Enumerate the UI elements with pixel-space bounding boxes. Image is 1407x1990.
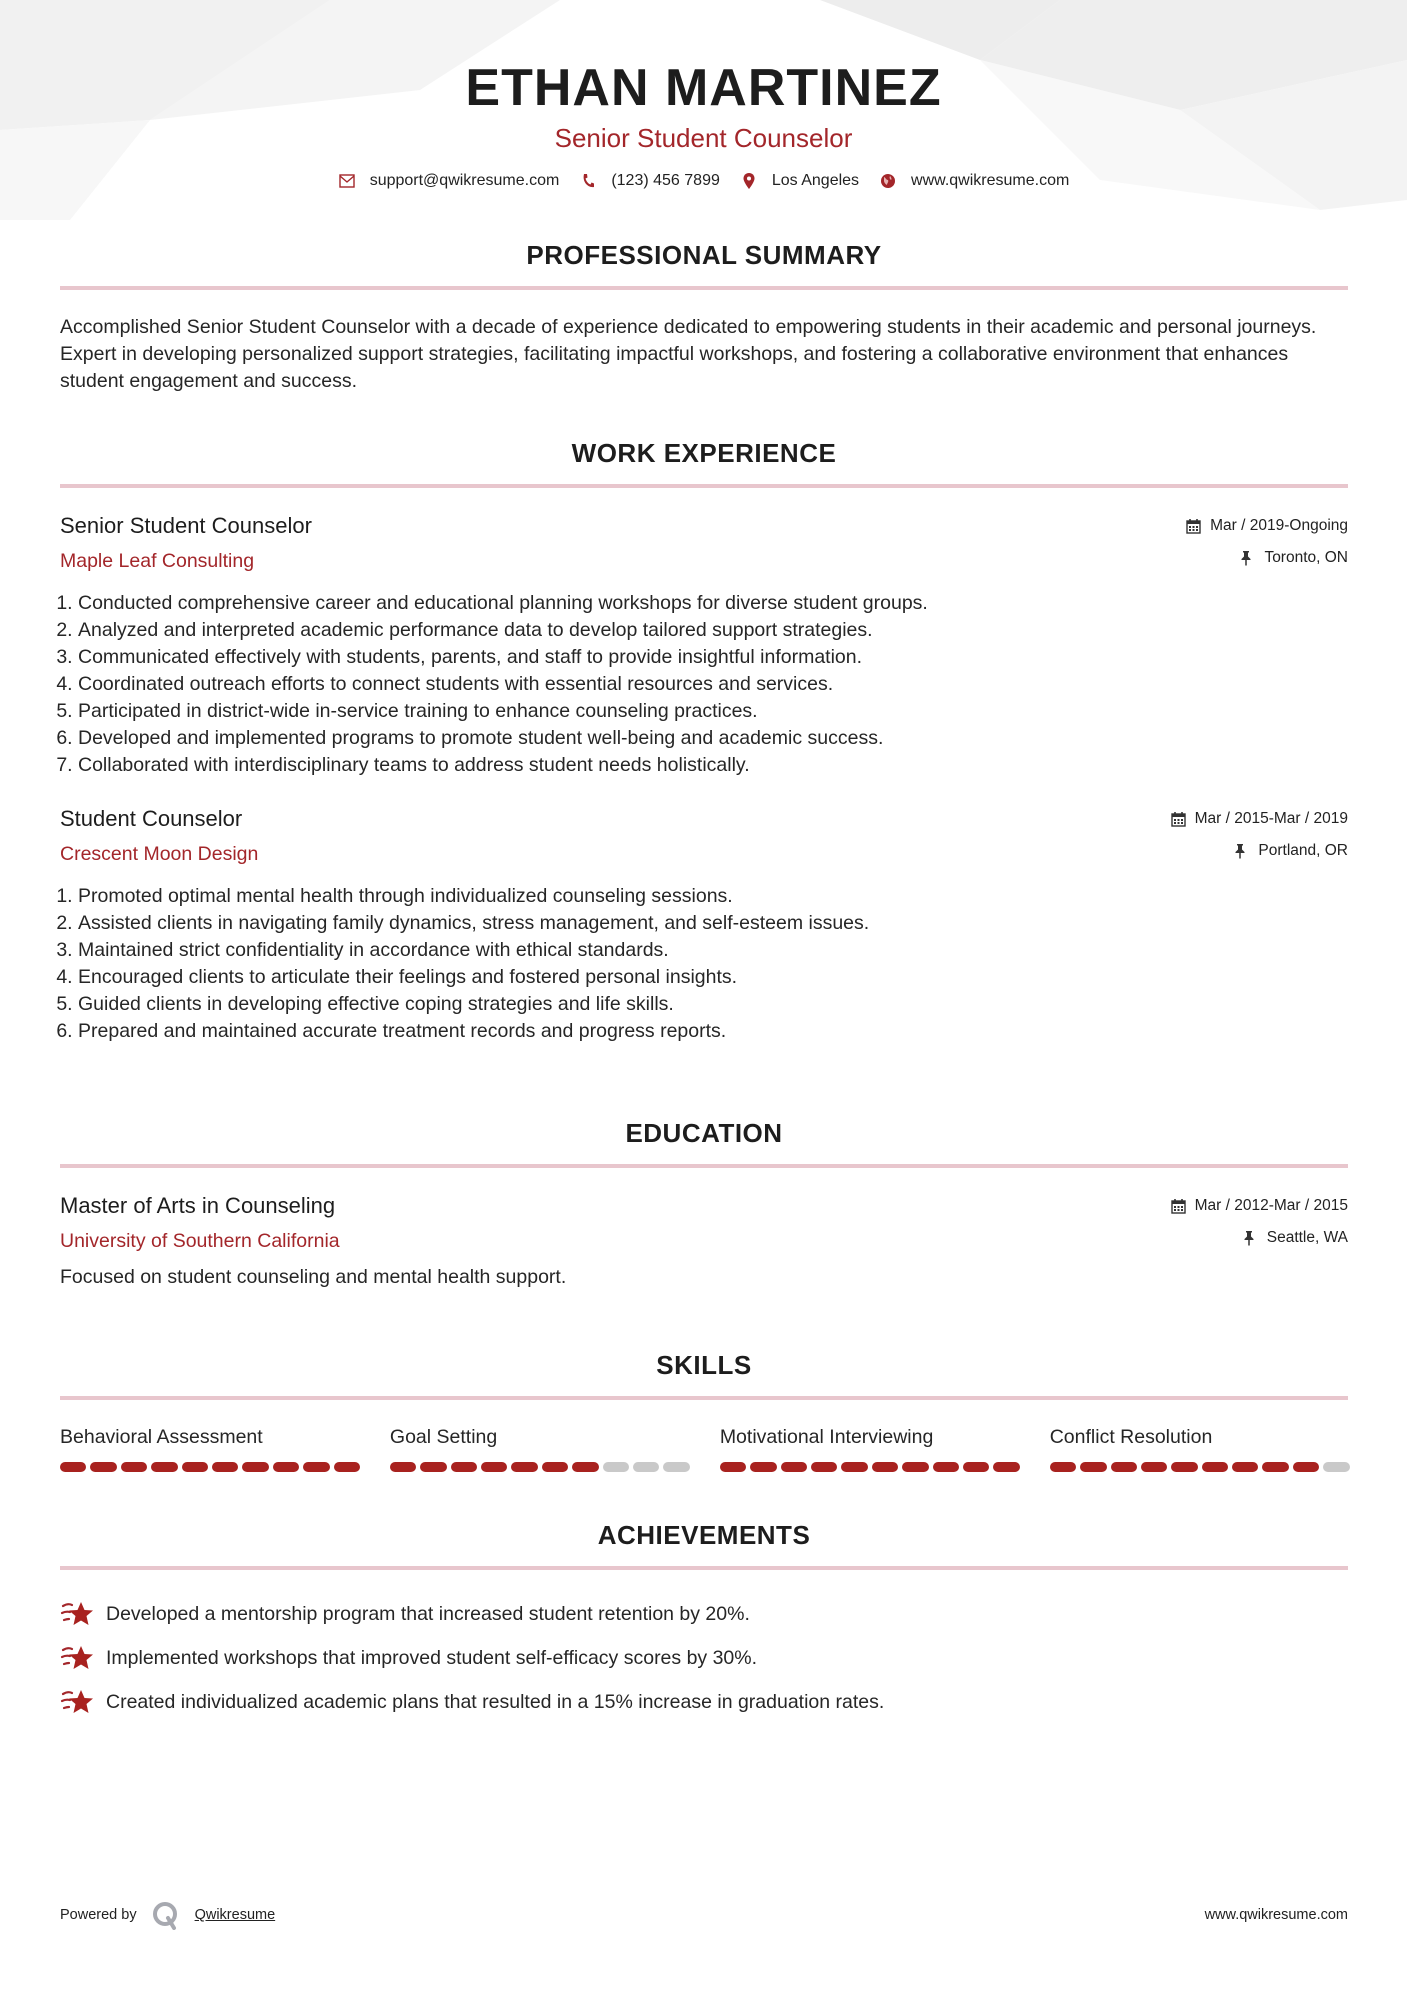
job-bullet: 6. Developed and implemented programs to promote student well-being and academic success. [78, 725, 1348, 752]
pushpin-icon [1243, 1230, 1259, 1246]
calendar-icon [1171, 1198, 1187, 1214]
page-footer [60, 1900, 1348, 1930]
job-title: Student Counselor [60, 806, 243, 831]
skill-segment-filled [781, 1462, 807, 1472]
achievement-item [60, 1592, 1348, 1636]
education-location-row [1171, 1224, 1348, 1252]
skill-segment-filled [303, 1462, 329, 1472]
job-location: Portland, OR [1258, 842, 1348, 859]
skill-segment-empty [1323, 1462, 1349, 1472]
job-bullet: 2. Analyzed and interpreted academic performance data to develop tailored support strategies. [78, 617, 1348, 644]
footer-website[interactable]: www.qwikresume.com [1204, 1907, 1348, 1923]
section-divider [60, 286, 1348, 290]
job-meta [1186, 512, 1348, 572]
skills-grid [60, 1424, 1348, 1472]
skill-segment-filled [60, 1462, 86, 1472]
job-bullet: 5. Participated in district-wide in-service training to enhance counseling practices. [78, 698, 1348, 725]
section-divider [60, 1164, 1348, 1168]
contact-website-text: www.qwikresume.com [911, 172, 1070, 189]
job-dates: Mar / 2019-Ongoing [1210, 517, 1348, 534]
job-bullet: 3. Communicated effectively with students, parents, and staff to provide insightful information. [78, 644, 1348, 671]
education-heading: EDUCATION [625, 1118, 783, 1148]
skill-segment-filled [511, 1462, 537, 1472]
job-location: Toronto, ON [1264, 549, 1348, 566]
job-dates: Mar / 2015-Mar / 2019 [1194, 810, 1348, 827]
skill-segment-filled [993, 1462, 1019, 1472]
section-divider [60, 484, 1348, 488]
skill-name: Behavioral Assessment [60, 1426, 263, 1448]
skill-item [390, 1424, 690, 1472]
contact-location [740, 172, 859, 190]
skill-segment-filled [542, 1462, 568, 1472]
job-company: Maple Leaf Consulting [60, 550, 255, 572]
skill-segment-filled [420, 1462, 446, 1472]
shooting-star-icon [60, 1643, 94, 1673]
pushpin-icon [1240, 550, 1256, 566]
skill-segment-filled [242, 1462, 268, 1472]
job-location-row [1186, 544, 1348, 572]
skill-segment-filled [1111, 1462, 1137, 1472]
contact-website[interactable] [879, 172, 1069, 190]
job-bullet: 7. Collaborated with interdisciplinary teams to address student needs holistically. [78, 752, 1348, 779]
skill-segment-empty [603, 1462, 629, 1472]
skill-segment-filled [1232, 1462, 1258, 1472]
job-entry [60, 512, 1348, 779]
skill-segment-filled [902, 1462, 928, 1472]
skill-segment-filled [750, 1462, 776, 1472]
job-meta [1171, 805, 1348, 865]
calendar-icon [1186, 518, 1202, 534]
experience-section [60, 438, 1348, 1045]
skill-segment-filled [212, 1462, 238, 1472]
skill-segment-filled [841, 1462, 867, 1472]
shooting-star-icon [60, 1687, 94, 1717]
job-company: Crescent Moon Design [60, 843, 259, 865]
skill-level-bar [60, 1462, 360, 1472]
job-bullet: 3. Maintained strict confidentiality in accordance with ethical standards. [78, 937, 1348, 964]
job-bullets [60, 590, 1348, 779]
job-bullet: 5. Guided clients in developing effective coping strategies and life skills. [78, 991, 1348, 1018]
skill-name: Conflict Resolution [1049, 1426, 1213, 1448]
skill-segment-empty [663, 1462, 689, 1472]
section-divider [60, 1396, 1348, 1400]
skill-segment-filled [572, 1462, 598, 1472]
achievement-text: Created individualized academic plans that resulted in a 15% increase in graduation rates. [106, 1690, 885, 1713]
resume-header [0, 0, 1407, 190]
skill-segment-filled [451, 1462, 477, 1472]
job-bullet: 1. Conducted comprehensive career and educational planning workshops for diverse student groups. [78, 590, 1348, 617]
contact-phone-text: (123) 456 7899 [611, 172, 720, 189]
job-entry [60, 805, 1348, 1045]
skill-segment-filled [273, 1462, 299, 1472]
achievement-text: Implemented workshops that improved student self-efficacy scores by 30%. [106, 1646, 758, 1669]
school-name: University of Southern California [60, 1230, 340, 1252]
summary-heading: PROFESSIONAL SUMMARY [526, 240, 882, 270]
powered-by-label: Powered by [60, 1907, 137, 1923]
skill-item [720, 1424, 1020, 1472]
skill-name: Goal Setting [389, 1426, 498, 1448]
skill-segment-filled [90, 1462, 116, 1472]
education-entry [60, 1192, 1348, 1290]
skill-segment-empty [633, 1462, 659, 1472]
powered-by [60, 1900, 275, 1930]
skill-segment-filled [720, 1462, 746, 1472]
skill-segment-filled [963, 1462, 989, 1472]
skill-segment-filled [1293, 1462, 1319, 1472]
envelope-icon [338, 172, 356, 190]
skills-section [60, 1350, 1348, 1472]
pushpin-icon [1234, 843, 1250, 859]
skill-segment-filled [481, 1462, 507, 1472]
education-dates-row [1171, 1192, 1348, 1220]
achievements-list [60, 1592, 1348, 1724]
skill-item [1050, 1424, 1350, 1472]
job-bullet: 6. Prepared and maintained accurate treatment records and progress reports. [78, 1018, 1348, 1045]
calendar-icon [1171, 811, 1187, 827]
education-meta [1171, 1192, 1348, 1252]
skill-segment-filled [1141, 1462, 1167, 1472]
job-title: Senior Student Counselor [60, 513, 312, 538]
skill-segment-filled [1080, 1462, 1106, 1472]
phone-icon [579, 172, 597, 190]
skill-level-bar [720, 1462, 1020, 1472]
shooting-star-icon [60, 1599, 94, 1629]
candidate-name: ETHAN MARTINEZ [465, 59, 942, 117]
contact-phone[interactable] [579, 172, 720, 190]
education-location: Seattle, WA [1266, 1229, 1348, 1246]
achievement-text: Developed a mentorship program that increased student retention by 20%. [106, 1602, 750, 1625]
job-bullet: 1. Promoted optimal mental health through individualized counseling sessions. [78, 883, 1348, 910]
achievements-section [60, 1520, 1348, 1724]
skill-segment-filled [1171, 1462, 1197, 1472]
qwikresume-logo-icon [151, 1900, 181, 1930]
skill-segment-filled [811, 1462, 837, 1472]
skill-name: Motivational Interviewing [719, 1426, 934, 1448]
contact-row [0, 172, 1407, 190]
section-divider [60, 1566, 1348, 1570]
degree-title: Master of Arts in Counseling [60, 1193, 336, 1218]
skill-segment-filled [121, 1462, 147, 1472]
skill-segment-filled [1202, 1462, 1228, 1472]
job-location-row [1171, 837, 1348, 865]
skill-item [60, 1424, 360, 1472]
candidate-role: Senior Student Counselor [554, 123, 853, 153]
skill-segment-filled [933, 1462, 959, 1472]
summary-section [60, 240, 1348, 395]
job-dates-row [1186, 512, 1348, 540]
experience-heading: WORK EXPERIENCE [571, 438, 837, 468]
job-bullets [60, 883, 1348, 1045]
skill-segment-filled [390, 1462, 416, 1472]
skill-segment-filled [334, 1462, 360, 1472]
job-bullet: 2. Assisted clients in navigating family dynamics, stress management, and self-esteem issues. [78, 910, 1348, 937]
education-description: Focused on student counseling and mental health support. [60, 1266, 567, 1288]
globe-icon [879, 172, 897, 190]
skill-segment-filled [151, 1462, 177, 1472]
skill-level-bar [1050, 1462, 1350, 1472]
contact-location-text: Los Angeles [771, 172, 860, 189]
skill-segment-filled [182, 1462, 208, 1472]
education-dates: Mar / 2012-Mar / 2015 [1194, 1197, 1348, 1214]
map-marker-icon [740, 172, 758, 190]
achievement-item [60, 1636, 1348, 1680]
summary-text: Accomplished Senior Student Counselor with a decade of experience dedicated to empowering students in their academic and personal journeys. Expert in developing personalized support strategies, facilitating impactful workshops, and fostering a collaborative environment that enhances student engagement and success. [60, 316, 1317, 392]
skill-segment-filled [1050, 1462, 1076, 1472]
achievement-item [60, 1680, 1348, 1724]
job-bullet: 4. Encouraged clients to articulate their feelings and fostered personal insights. [78, 964, 1348, 991]
job-dates-row [1171, 805, 1348, 833]
qwikresume-link[interactable]: Qwikresume [194, 1907, 276, 1923]
skill-segment-filled [1262, 1462, 1288, 1472]
contact-email[interactable] [338, 172, 560, 190]
education-section [60, 1118, 1348, 1290]
skills-heading: SKILLS [656, 1350, 752, 1380]
skill-segment-filled [872, 1462, 898, 1472]
contact-email-text: support@qwikresume.com [369, 172, 560, 189]
job-bullet: 4. Coordinated outreach efforts to connect students with essential resources and services. [78, 671, 1348, 698]
achievements-heading: ACHIEVEMENTS [597, 1520, 811, 1550]
skill-level-bar [390, 1462, 690, 1472]
